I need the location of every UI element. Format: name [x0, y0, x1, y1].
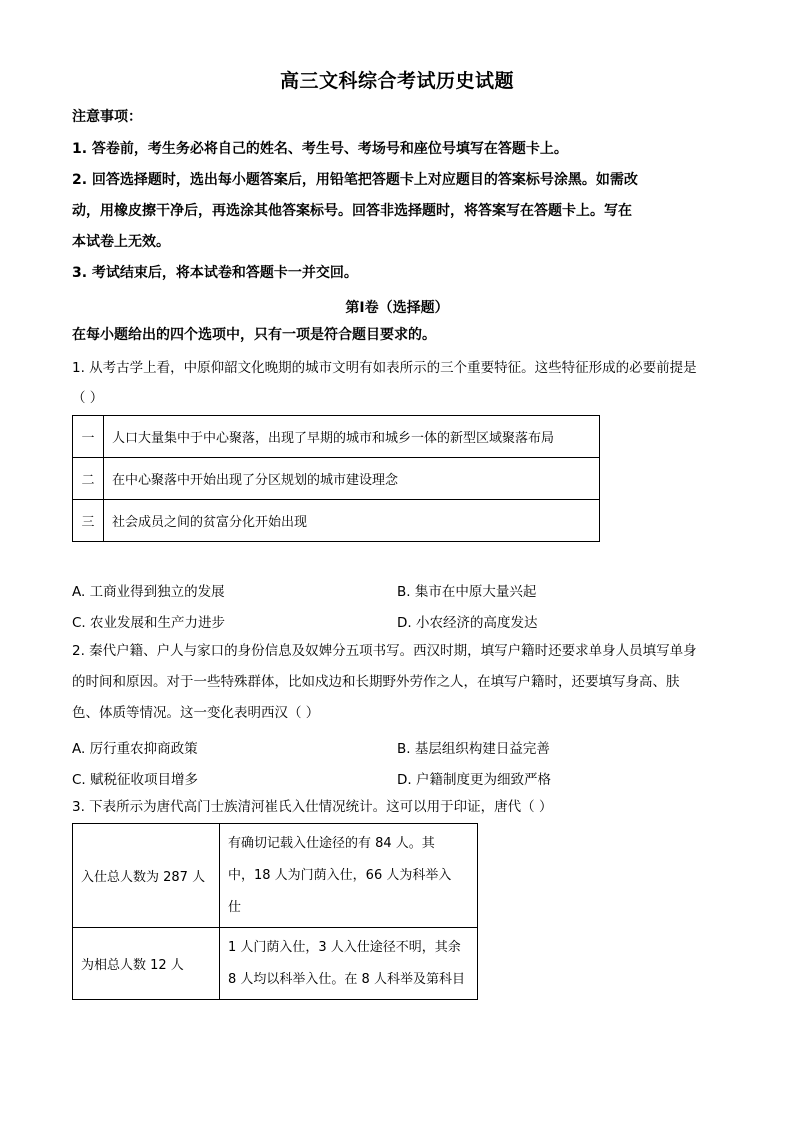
q1-option-b: B. 集市在中原大量兴起: [397, 584, 537, 600]
table-cell-text: 社会成员之间的贫富分化开始出现: [104, 500, 600, 542]
q1-stem-line-1: 1. 从考古学上看，中原仰韶文化晚期的城市文明有如表所示的三个重要特征。这些特征形成的必要前提是: [72, 360, 697, 376]
page-title: 高三文科综合考试历史试题: [279, 70, 514, 92]
table-row: [73, 416, 600, 458]
table-row: [73, 458, 600, 500]
q3-stem: 3. 下表所示为唐代高门士族清河崔氏入仕情况统计。这可以用于印证，唐代（ ）: [72, 799, 553, 815]
section-title: 第Ⅰ卷（选择题）: [345, 300, 449, 316]
table-cell-index: 一: [73, 416, 104, 458]
notice-item-2-line-1: 2. 回答选择题时，选出每小题答案后，用铅笔把答题卡上对应题目的答案标号涂黑。如需改: [72, 172, 638, 188]
notice-item-2-line-3: 本试卷上无效。: [72, 234, 170, 250]
section-instruction: 在每小题给出的四个选项中，只有一项是符合题目要求的。: [72, 327, 436, 343]
table-row: [73, 928, 478, 1000]
table-cell-text: 人口大量集中于中心聚落，出现了早期的城市和城乡一体的新型区域聚落布局: [104, 416, 600, 458]
q2-option-c: C. 赋税征收项目增多: [72, 772, 199, 788]
q1-option-d: D. 小农经济的高度发达: [397, 615, 538, 631]
notice-item-2-line-2: 动，用橡皮擦干净后，再选涂其他答案标号。回答非选择题时，将答案写在答题卡上。写在: [72, 203, 632, 219]
table-cell-label: 入仕总人数为 287 人: [73, 824, 220, 928]
q2-option-b: B. 基层组织构建日益完善: [397, 741, 550, 757]
q2-stem-line-2: 的时间和原因。对于一些特殊群体，比如戍边和长期野外劳作之人，在填写户籍时，还要填写身高、肤: [72, 674, 680, 690]
table-cell-line: 有确切记载入仕途径的有 84 人。其: [228, 835, 435, 851]
table-cell-line: 1 人门荫入仕，3 人入仕途径不明，其余: [228, 939, 461, 955]
table-row: [73, 500, 600, 542]
table-cell-text: 在中心聚落中开始出现了分区规划的城市建设理念: [104, 458, 600, 500]
table-cell-detail: [220, 824, 478, 928]
table-cell-index: 三: [73, 500, 104, 542]
notice-item-1: 1. 答卷前，考生务必将自己的姓名、考生号、考场号和座位号填写在答题卡上。: [72, 141, 568, 157]
q1-option-a: A. 工商业得到独立的发展: [72, 584, 225, 600]
notice-item-3: 3. 考试结束后，将本试卷和答题卡一并交回。: [72, 265, 358, 281]
table-cell-detail: [220, 928, 478, 1000]
q1-table: [72, 415, 600, 542]
table-cell-line: 中，18 人为门荫入仕，66 人为科举入: [228, 867, 452, 883]
table-cell-line: 8 人均以科举入仕。在 8 人科举及第科目: [228, 971, 465, 987]
notice-heading: 注意事项：: [72, 109, 142, 125]
table-row: [73, 824, 478, 928]
q2-stem-line-3: 色、体质等情况。这一变化表明西汉（ ）: [72, 705, 320, 721]
q2-option-d: D. 户籍制度更为细致严格: [397, 772, 551, 788]
q1-option-c: C. 农业发展和生产力进步: [72, 615, 226, 631]
q1-stem-line-2: （ ）: [72, 390, 104, 406]
table-cell-index: 二: [73, 458, 104, 500]
table-cell-line: 仕: [228, 899, 242, 915]
q2-stem-line-1: 2. 秦代户籍、户人与家口的身份信息及奴婢分五项书写。西汉时期，填写户籍时还要求单身人员填写单身: [72, 643, 697, 659]
q2-option-a: A. 厉行重农抑商政策: [72, 741, 198, 757]
q3-table: [72, 823, 478, 1000]
table-cell-label: 为相总人数 12 人: [73, 928, 220, 1000]
